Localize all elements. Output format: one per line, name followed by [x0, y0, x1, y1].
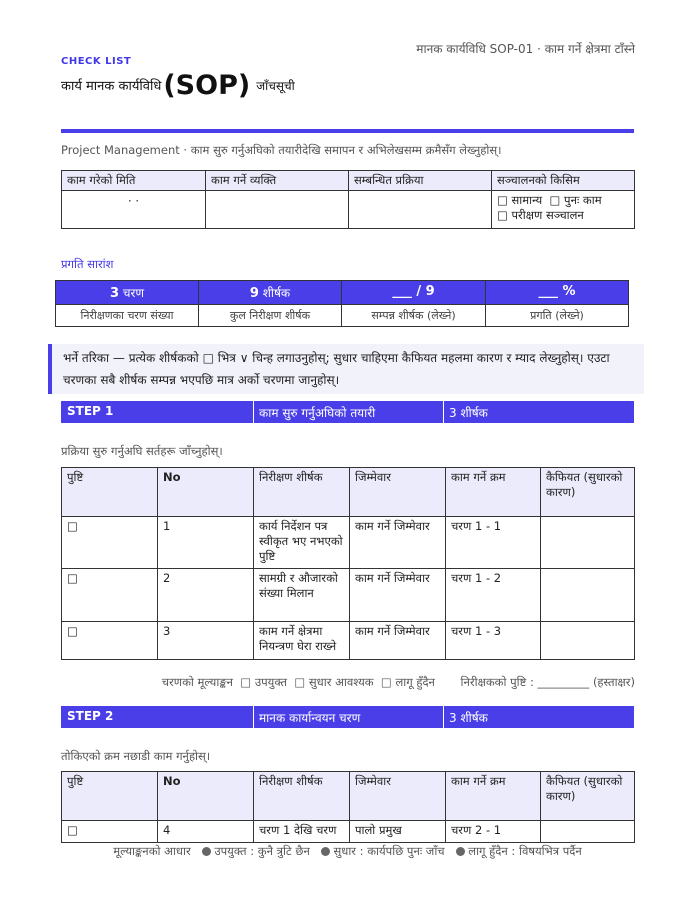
- item-order: चरण 1 - 1: [446, 517, 541, 569]
- legend-label: मूल्याङ्कनको आधार: [113, 844, 191, 858]
- header-remark: कैफियत (सुधारको कारण): [541, 772, 635, 821]
- instructions-note: भर्ने तरिका — प्रत्येक शीर्षकको □ भित्र ∨ चिन्ह लगाउनुहोस्; सुधार चाहिएमा कैफियत महलमा कारण र म्याद लेख्नुहोस्। एउटा चरणका सबै शीर्षक सम्पन्न भएपछि मात्र अर्को चरणमा जानुहोस्।: [48, 344, 644, 394]
- meta-input-row: [62, 191, 635, 229]
- item-order: चरण 2 - 1: [446, 821, 541, 843]
- stage-evaluation: [162, 675, 635, 690]
- title-suffix: जाँचसूची: [256, 79, 295, 93]
- checklist-label: CHECK LIST: [61, 56, 132, 67]
- header-no: No: [158, 772, 254, 821]
- progress-stages-unit: चरण: [122, 286, 145, 300]
- evaluation-suitable-checkbox[interactable]: □ उपयुक्त: [240, 675, 288, 689]
- progress-caption-row: [56, 305, 629, 327]
- progress-stages-caption: निरीक्षणका चरण संख्या: [56, 305, 199, 327]
- header-title: निरीक्षण शीर्षक: [254, 772, 350, 821]
- item-checkbox[interactable]: □: [62, 569, 158, 622]
- item-title: सामग्री र औजारको संख्या मिलान: [254, 569, 350, 622]
- document-reference: मानक कार्यविधि SOP-01 · काम गर्ने क्षेत्रमा टाँस्ने: [416, 42, 635, 56]
- step-2-banner: [61, 706, 634, 728]
- legend-item-suitable: उपयुक्त : कुनै त्रुटि छैन: [214, 844, 310, 858]
- evaluation-na-checkbox[interactable]: □ लागू हुँदैन: [380, 675, 435, 689]
- item-remark[interactable]: [541, 569, 635, 622]
- progress-items: [199, 281, 342, 305]
- meta-header-row: [62, 171, 635, 191]
- step-1-table: [61, 467, 635, 660]
- person-field[interactable]: [206, 191, 349, 229]
- item-checkbox[interactable]: □: [62, 622, 158, 660]
- progress-items-value: 9: [249, 286, 259, 301]
- legend-item-improve: सुधार : कार्यपछि पुनः जाँच: [333, 844, 445, 858]
- header-no: No: [158, 468, 254, 517]
- bullet-icon: [202, 847, 211, 856]
- evaluation-improve-checkbox[interactable]: □ सुधार आवश्यक: [294, 675, 374, 689]
- meta-header-process: सम्बन्धित प्रक्रिया: [349, 171, 492, 191]
- step-1-banner: [61, 401, 634, 423]
- progress-percent-value: ___ %: [538, 284, 576, 299]
- step-2-description: तोकिएको क्रम नछाडी काम गर्नुहोस्।: [61, 749, 211, 763]
- header-order: काम गर्ने क्रम: [446, 468, 541, 517]
- header-rule: [61, 129, 634, 133]
- table-row: [62, 821, 635, 843]
- item-remark[interactable]: [541, 517, 635, 569]
- step-1-name: काम सुरु गर्नुअघिको तयारी: [259, 406, 376, 420]
- item-owner: पालो प्रमुख: [350, 821, 446, 843]
- process-field[interactable]: [349, 191, 492, 229]
- meta-header-type: सञ्चालनको किसिम: [492, 171, 635, 191]
- table-row: [62, 622, 635, 660]
- step-1-description: प्रक्रिया सुरु गर्नुअघि सर्तहरू जाँच्नुहोस्।: [61, 444, 223, 458]
- header-confirm: पुष्टि: [62, 468, 158, 517]
- item-number: 3: [158, 622, 254, 660]
- item-checkbox[interactable]: □: [62, 821, 158, 843]
- inspector-signature[interactable]: निरीक्षकको पुष्टि : _________ (हस्ताक्षर): [460, 675, 635, 689]
- header-title: निरीक्षण शीर्षक: [254, 468, 350, 517]
- item-remark[interactable]: [541, 622, 635, 660]
- title-main: (SOP): [163, 70, 251, 101]
- item-order: चरण 1 - 2: [446, 569, 541, 622]
- progress-completed-value: ___ / 9: [392, 284, 435, 299]
- item-owner: काम गर्ने जिम्मेवार: [350, 569, 446, 622]
- progress-percent[interactable]: [486, 281, 629, 305]
- item-number: 1: [158, 517, 254, 569]
- item-title: काम गर्ने क्षेत्रमा नियन्त्रण घेरा राख्ने: [254, 622, 350, 660]
- progress-table: [55, 280, 629, 327]
- header-confirm: पुष्टि: [62, 772, 158, 821]
- item-number: 2: [158, 569, 254, 622]
- option-test-run-checkbox[interactable]: □ परीक्षण सञ्चालन: [497, 208, 584, 222]
- step-2-count: 3 शीर्षक: [449, 711, 488, 725]
- header-remark: कैफियत (सुधारको कारण): [541, 468, 635, 517]
- table-row: [62, 517, 635, 569]
- progress-completed-caption: सम्पन्न शीर्षक (लेख्ने): [342, 305, 486, 327]
- header-owner: जिम्मेवार: [350, 468, 446, 517]
- progress-items-unit: शीर्षक: [262, 286, 291, 300]
- item-checkbox[interactable]: □: [62, 517, 158, 569]
- progress-completed[interactable]: [342, 281, 486, 305]
- bullet-icon: [321, 847, 330, 856]
- progress-value-row: [56, 281, 629, 305]
- progress-stages: [56, 281, 199, 305]
- item-number: 4: [158, 821, 254, 843]
- item-title: चरण 1 देखि चरण: [254, 821, 350, 843]
- item-remark[interactable]: [541, 821, 635, 843]
- progress-items-caption: कुल निरीक्षण शीर्षक: [199, 305, 342, 327]
- operation-type-field: [492, 191, 635, 229]
- step-2-name: मानक कार्यान्वयन चरण: [259, 711, 361, 725]
- bullet-icon: [456, 847, 465, 856]
- step-1-label: STEP 1: [67, 404, 114, 418]
- legend-item-na: लागू हुँदैन : विषयभित्र पर्दैन: [468, 844, 582, 858]
- header-order: काम गर्ने क्रम: [446, 772, 541, 821]
- item-owner: काम गर्ने जिम्मेवार: [350, 517, 446, 569]
- option-rework-checkbox[interactable]: □ पुनः काम: [549, 193, 602, 207]
- step-1-header-row: [62, 468, 635, 517]
- evaluation-legend: [0, 844, 695, 859]
- item-order: चरण 1 - 3: [446, 622, 541, 660]
- meta-header-date: काम गरेको मिति: [62, 171, 206, 191]
- step-2-table: [61, 771, 635, 843]
- header-owner: जिम्मेवार: [350, 772, 446, 821]
- table-row: [62, 569, 635, 622]
- progress-percent-caption: प्रगति (लेख्ने): [486, 305, 629, 327]
- item-owner: काम गर्ने जिम्मेवार: [350, 622, 446, 660]
- evaluation-label: चरणको मूल्याङ्कन: [161, 675, 233, 689]
- lead-text: Project Management · काम सुरु गर्नुअघिको तयारीदेखि समापन र अभिलेखसम्म क्रमैसँग लेख्नुहोस्।: [61, 143, 502, 157]
- step-2-label: STEP 2: [67, 709, 114, 723]
- option-normal-checkbox[interactable]: □ सामान्य: [497, 193, 543, 207]
- progress-label: प्रगति सारांश: [61, 257, 114, 271]
- meta-header-person: काम गर्ने व्यक्ति: [206, 171, 349, 191]
- date-field[interactable]: · ·: [62, 191, 206, 229]
- meta-table: [61, 170, 635, 229]
- title-prefix: कार्य मानक कार्यविधि: [61, 79, 162, 94]
- page-title: [61, 70, 295, 101]
- step-2-header-row: [62, 772, 635, 821]
- progress-stages-value: 3: [109, 286, 119, 301]
- item-title: कार्य निर्देशन पत्र स्वीकृत भए नभएको पुष्टि: [254, 517, 350, 569]
- step-1-count: 3 शीर्षक: [449, 406, 488, 420]
